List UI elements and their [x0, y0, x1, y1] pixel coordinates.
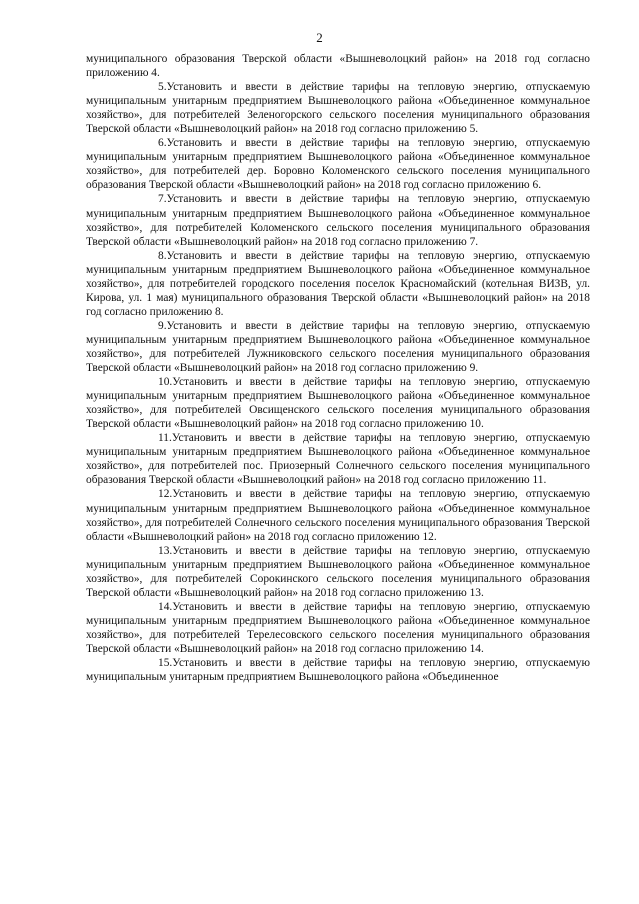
page-number: 2	[316, 30, 323, 45]
paragraph-text: Установить и ввести в действие тарифы на тепловую энергию, отпускаемую муниципальным унитарным предприятием Вышневолоцкого района «Объединенное коммунальное хозяйство», для потребителей Коломенского сельского поселения муниципального образования Тверской области «Вышневолоцкий район» на 2018 год согласно приложению 7.	[86, 193, 590, 248]
paragraph-text: Установить и ввести в действие тарифы на тепловую энергию, отпускаемую муниципальным унитарным предприятием Вышневолоцкого района «Объединенное	[86, 657, 590, 684]
paragraph-text: Установить и ввести в действие тарифы на тепловую энергию, отпускаемую муниципальным унитарным предприятием Вышневолоцкого района «Объединенное коммунальное хозяйство», для потребителей дер. Боровно Коломенского сельского поселения муниципального образования Тверской области «Вышневолоцкий район» на 2018 год согласно приложению 6.	[86, 137, 590, 192]
paragraph-text: Установить и ввести в действие тарифы на тепловую энергию, отпускаемую муниципальным унитарным предприятием Вышневолоцкого района «Объединенное коммунальное хозяйство», для потребителей городского поселения поселок Красномайский (котельная ВИЗВ, ул. Кирова, ул. 1 мая) муниципального образования Тверской области «Вышневолоцкий район» на 2018 год согласно приложению 8.	[86, 249, 590, 318]
paragraph-text: Установить и ввести в действие тарифы на тепловую энергию, отпускаемую муниципальным унитарным предприятием Вышневолоцкого района «Объединенное коммунальное хозяйство», для потребителей Терелесовского сельского поселения муниципального образования Тверской области «Вышневолоцкий район» на 2018 год согласно приложению 14.	[86, 600, 590, 655]
paragraph-item	[86, 656, 590, 684]
paragraph-text: Установить и ввести в действие тарифы на тепловую энергию, отпускаемую муниципальным унитарным предприятием Вышневолоцкого района «Объединенное коммунальное хозяйство», для потребителей Сорокинского сельского поселения муниципального образования Тверской области «Вышневолоцкий район» на 2018 год согласно приложению 13.	[86, 544, 590, 599]
paragraph-number: 9.	[158, 319, 167, 332]
paragraph-continuation	[86, 52, 590, 80]
paragraph-number: 6.	[158, 137, 167, 150]
paragraph-number: 7.	[158, 193, 167, 206]
paragraph-text: Установить и ввести в действие тарифы на тепловую энергию, отпускаемую муниципальным унитарным предприятием Вышневолоцкого района «Объединенное коммунальное хозяйство», для потребителей пос. Приозерный Солнечного сельского поселения муниципального образования Тверской области «Вышневолоцкий район» на 2018 год согласно приложению 11.	[86, 432, 590, 487]
paragraph-item	[86, 192, 590, 248]
paragraph-text: Установить и ввести в действие тарифы на тепловую энергию, отпускаемую муниципальным унитарным предприятием Вышневолоцкого района «Объединенное коммунальное хозяйство», для потребителей Солнечного сельского поселения муниципального образования Тверской области «Вышневолоцкий район» на 2018 год согласно приложению 12.	[86, 488, 590, 543]
paragraph-item	[86, 375, 590, 431]
paragraph-text: Установить и ввести в действие тарифы на тепловую энергию, отпускаемую муниципальным унитарным предприятием Вышневолоцкого района «Объединенное коммунальное хозяйство», для потребителей Лужниковского сельского поселения муниципального образования Тверской области «Вышневолоцкий район» на 2018 год согласно приложению 9.	[86, 319, 590, 375]
document-body	[86, 52, 590, 684]
paragraph-text: Установить и ввести в действие тарифы на тепловую энергию, отпускаемую муниципальным унитарным предприятием Вышневолоцкого района «Объединенное коммунальное хозяйство», для потребителей Зеленогорского сельского поселения муниципального образования Тверской области «Вышневолоцкий район» на 2018 год согласно приложению 5.	[86, 81, 590, 136]
paragraph-number: 8.	[158, 249, 167, 262]
paragraph-number: 12.	[158, 488, 173, 501]
paragraph-number: 15.	[158, 657, 173, 670]
paragraph-item	[86, 136, 590, 192]
paragraph-item	[86, 600, 590, 656]
paragraph-number: 11.	[158, 432, 172, 445]
paragraph-text: муниципального образования Тверской области «Вышневолоцкий район» на 2018 год согласно приложению 4.	[86, 53, 590, 80]
paragraph-text: Установить и ввести в действие тарифы на тепловую энергию, отпускаемую муниципальным унитарным предприятием Вышневолоцкого района «Объединенное коммунальное хозяйство», для потребителей Овсищенского сельского поселения муниципального образования Тверской области «Вышневолоцкий район» на 2018 год согласно приложению 10.	[86, 376, 590, 431]
paragraph-item	[86, 319, 590, 375]
paragraph-number: 13.	[158, 544, 173, 557]
paragraph-number: 14.	[158, 600, 173, 613]
paragraph-item	[86, 80, 590, 136]
paragraph-item	[86, 249, 590, 319]
paragraph-item	[86, 487, 590, 543]
paragraph-number: 5.	[158, 81, 167, 94]
paragraph-item	[86, 544, 590, 600]
paragraph-number: 10.	[158, 376, 173, 389]
paragraph-item	[86, 431, 590, 487]
